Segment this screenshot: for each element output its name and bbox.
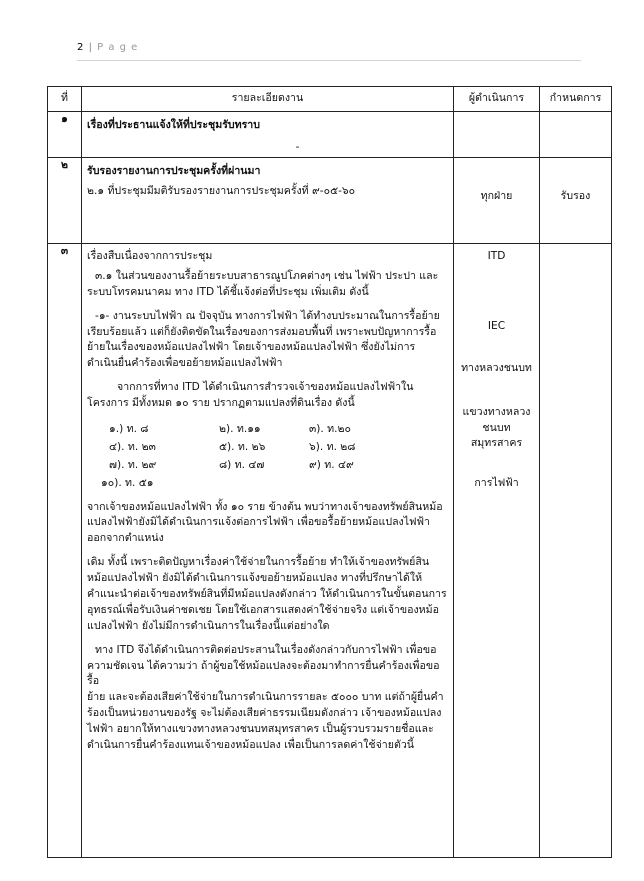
row2-title: รับรองรายงานการประชุมครั้งที่ผ่านมา: [87, 165, 261, 177]
row3-title: เรื่องสืบเนื่องจากการประชุม: [87, 250, 213, 262]
table-header-row: [48, 87, 612, 112]
row1-details: [82, 112, 454, 158]
header-divider: [77, 60, 581, 61]
agenda-table: [47, 86, 612, 858]
list-item: ๗). ท. ๒๙: [109, 458, 157, 471]
row3-paragraph-6: [87, 643, 448, 754]
row3-paragraph-3: [87, 380, 448, 412]
list-item: ๑๐). ท. ๕๑: [101, 476, 154, 489]
col-header-schedule: กำหนดการ: [540, 87, 612, 112]
text-line: แปลงไฟฟ้า ยังไม่มีการดำเนินการในเรื่องนี้แต่อย่างใด: [87, 619, 330, 632]
resp-office-2: ชนบท: [482, 421, 511, 434]
resp-office-3: สมุทรสาคร: [470, 437, 523, 450]
table-row: [48, 112, 612, 158]
text-line: คำแนะนำต่อเจ้าของทรัพย์สินที่มีหม้อแปลงดังกล่าว ให้ดำเนินการในขั้นตอนการ: [87, 588, 447, 601]
list-item: ๙) ท. ๔๙: [309, 458, 354, 471]
row3-paragraph-4: [87, 500, 448, 548]
text-line: จากการที่ทาง ITD ได้ดำเนินการสำรวจเจ้าของหม้อแปลงไฟฟ้าใน: [117, 381, 414, 394]
list-item: ๒). ท.๑๑: [219, 423, 261, 436]
transformer-list: [87, 422, 448, 474]
list-item: ๖). ท. ๒๘: [309, 440, 356, 453]
row1-number: ๑: [48, 112, 82, 158]
resp-itd: ITD: [487, 250, 506, 262]
row3-number: ๓: [48, 244, 82, 858]
col-header-details: รายละเอียดงาน: [82, 87, 454, 112]
text-line: ระบบโทรคมนาคม ทาง ITD ได้ชี้แจ้งต่อที่ประชุม เพิ่มเติม ดังนี้: [87, 285, 369, 298]
table-row: [48, 158, 612, 244]
text-line: ความชัดเจน ได้ความว่า ถ้าผู้ขอใช้หม้อแปลงจะต้องมาทำการยื่นคำร้องเพื่อขอรื้อ: [87, 659, 440, 688]
row1-title: เรื่องที่ประธานแจ้งให้ที่ประชุมรับทราบ: [87, 119, 260, 131]
list-item: ๑.) ท. ๘: [109, 423, 149, 436]
row1-responsible: [454, 112, 540, 158]
row2-schedule: รับรอง: [540, 158, 612, 244]
row3-paragraph-1: [87, 269, 448, 301]
text-line: เดิม ทั้งนี้ เพราะติดปัญหาเรื่องค่าใช้จ่ายในการรื้อย้าย ทำให้เจ้าของทรัพย์สิน: [87, 556, 430, 569]
list-item: ๘) ท. ๔๗: [219, 458, 265, 471]
page-number: 2: [77, 42, 85, 53]
text-line: ดำเนินยื่นคำร้องเพื่อขอย้ายหม้อแปลงไฟฟ้า: [87, 357, 283, 370]
text-line: ๓.๑ ในส่วนของงานรื้อย้ายระบบสาธารณูปโภคต่างๆ เช่น ไฟฟ้า ประปา และ: [95, 269, 439, 282]
row2-item: ๒.๑ ที่ประชุมมีมติรับรองรายงานการประชุมครั้งที่ ๙-๐๕-๖๐: [87, 184, 356, 197]
text-line: อุทธรณ์เพื่อรับเงินค่าชดเชย โดยใช้เอกสารแสดงค่าใช้จ่ายจริง แต่เจ้าของหม้อ: [87, 603, 440, 616]
row1-dash: -: [295, 140, 300, 153]
row3-responsible: [454, 244, 540, 858]
text-line: โครงการ มีทั้งหมด ๑๐ ราย ปรากฏตามแปลงที่ดินเรื่อง ดังนี้: [87, 397, 355, 410]
resp-dept: ทางหลวงชนบท: [461, 361, 532, 374]
row1-schedule: [540, 112, 612, 158]
text-line: หม้อแปลงไฟฟ้า ยังมิได้ดำเนินการแจ้งขอย้ายหม้อแปลง ทางที่ปรึกษาได้ให้: [87, 572, 423, 585]
text-line: เรียบร้อยแล้ว แต่ก็ยังติดขัดในเรื่องของการส่งมอบพื้นที่ เพราะพบปัญหาการรื้อ: [87, 325, 437, 338]
row3-schedule: [540, 244, 612, 858]
resp-iec: IEC: [487, 319, 506, 332]
page-word: P a g e: [97, 42, 139, 53]
row2-details: [82, 158, 454, 244]
row3-details: [82, 244, 454, 858]
row2-responsible: ทุกฝ่าย: [454, 158, 540, 244]
col-header-no: ที่: [48, 87, 82, 112]
page-header: [77, 42, 138, 53]
list-item: ๕). ท. ๒๖: [219, 440, 266, 453]
row3-paragraph-2: [87, 309, 448, 373]
text-line: ดำเนินการยื่นคำร้องแทนเจ้าของหม้อแปลง เพื่อเป็นการลดค่าใช้จ่ายตัวนี้: [87, 739, 415, 752]
text-line: -๑- งานระบบไฟฟ้า ณ ปัจจุบัน ทางการไฟฟ้า ได้ทำงบประมาณในการรื้อย้าย: [95, 309, 440, 322]
text-line: ไฟฟ้า อยากให้ทางแขวงทางหลวงชนบทสมุทรสาคร เป็นผู้รวบรวมรายชื่อและ: [87, 723, 434, 736]
page-separator: |: [88, 42, 93, 53]
resp-office-1: แขวงทางหลวง: [462, 405, 531, 418]
col-header-responsible: ผู้ดำเนินการ: [454, 87, 540, 112]
text-line: แปลงไฟฟ้ายังมิได้ดำเนินการแจ้งต่อการไฟฟ้า เพื่อขอรื้อย้ายหม้อแปลงไฟฟ้า: [87, 516, 431, 529]
text-line: ย้าย และจะต้องเสียค่าใช้จ่ายในการดำเนินการรายละ ๕๐๐๐ บาท แต่ถ้าผู้ยื่นคำ: [87, 691, 444, 704]
text-line: ร้องเป็นหน่วยงานของรัฐ จะไม่ต้องเสียค่าธรรมเนียมดังกล่าว เจ้าของหม้อแปลง: [87, 707, 442, 720]
resp-pea: การไฟฟ้า: [474, 477, 519, 490]
text-line: ย้ายในเรื่องของหม้อแปลงไฟฟ้า โดยเจ้าของหม้อแปลงไฟฟ้า ซึ่งยังไม่การ: [87, 341, 416, 354]
list-item: ๔). ท. ๒๓: [109, 440, 156, 453]
row2-number: ๒: [48, 158, 82, 244]
text-line: ทาง ITD จึงได้ดำเนินการติดต่อประสานในเรื่องดังกล่าวกับการไฟฟ้า เพื่อขอ: [95, 643, 437, 656]
row3-paragraph-5: [87, 555, 448, 634]
text-line: จากเจ้าของหม้อแปลงไฟฟ้า ทั้ง ๑๐ ราย ข้างต้น พบว่าทางเจ้าของทรัพย์สินหม้อ: [87, 500, 443, 513]
table-row: [48, 244, 612, 858]
list-item: ๓). ท.๒๐: [309, 423, 351, 436]
text-line: ออกจากตำแหน่ง: [87, 532, 164, 545]
